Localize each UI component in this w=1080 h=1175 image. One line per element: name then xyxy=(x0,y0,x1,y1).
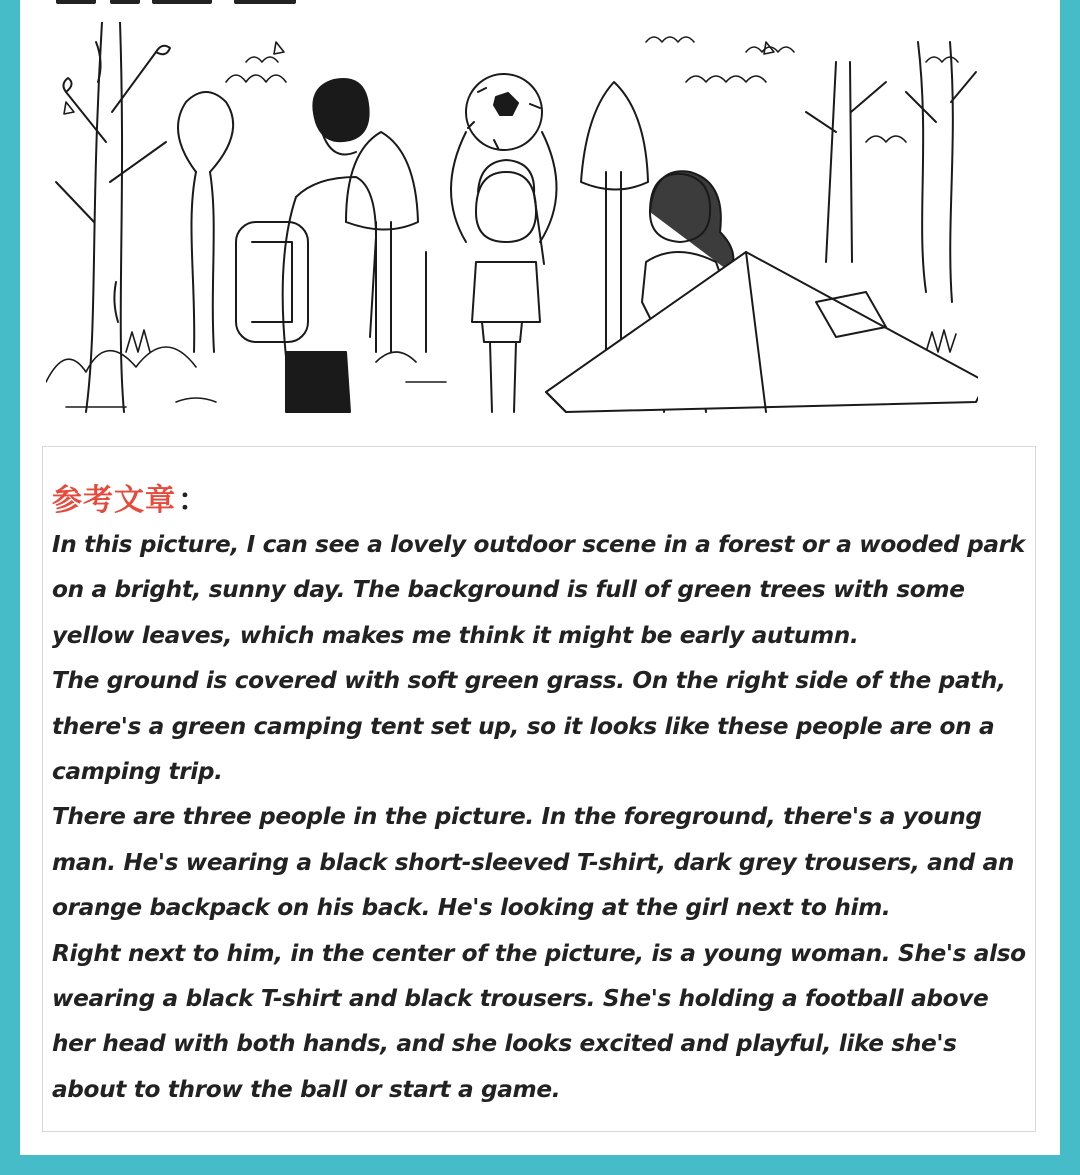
article-paragraph: The ground is covered with soft green grass. On the right side of the path, there's a green camping tent set up, so it looks like these people are on a camping trip. xyxy=(52,667,1006,786)
girl-with-football xyxy=(451,74,557,412)
tent xyxy=(546,252,978,412)
heading-label: 参考文章 xyxy=(52,483,176,518)
article-paragraph: There are three people in the picture. In the foreground, there's a young man. He's wearing a black short-sleeved T-shirt, dark grey trousers, and an orange backpack on his back. He's looking at the girl next to him. xyxy=(52,803,1015,922)
left-tree-2 xyxy=(178,92,233,352)
content-sheet xyxy=(20,0,1060,1155)
article-paragraph: In this picture, I can see a lovely outdoor scene in a forest or a wooded park on a bright, sunny day. The background is full of green trees with some yellow leaves, which makes me think it might be early autumn. xyxy=(52,531,1025,649)
cropped-previous-text xyxy=(20,0,1060,8)
article-paragraph: Right next to him, in the center of the picture, is a young woman. She's also wearing a black T-shirt and black trousers. She's holding a football above her head with both hands, and she looks excited and playful, like she's about to throw the ball or start a game. xyxy=(52,939,1026,1103)
reference-article-box xyxy=(42,446,1036,1132)
article-body xyxy=(52,522,1034,1112)
left-tree xyxy=(56,22,170,412)
article-heading xyxy=(52,475,209,519)
heading-colon: ： xyxy=(178,483,209,518)
boy xyxy=(236,79,376,412)
forest-scene-illustration xyxy=(46,22,978,414)
